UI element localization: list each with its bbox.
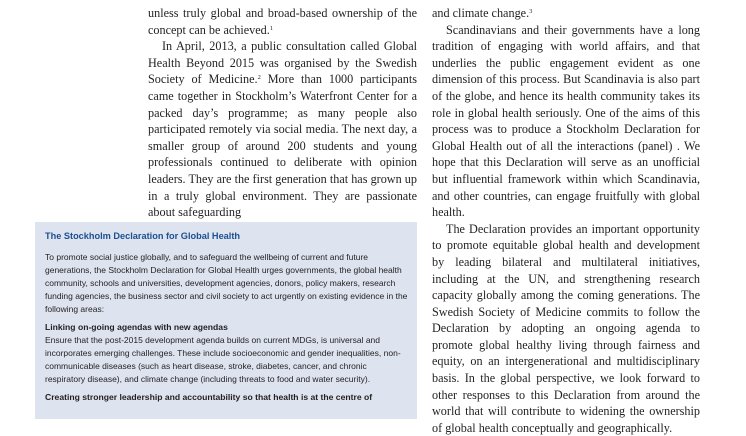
left-paragraph-1 <box>148 5 417 38</box>
reference-marker: 3 <box>529 8 533 15</box>
right-paragraph-1-text: and climate change. <box>432 6 530 20</box>
declaration-panel <box>35 222 417 419</box>
right-text-column <box>432 5 700 436</box>
left-paragraph-1-text: unless truly global and broad-based ownership of the concept can be achieved. <box>148 6 417 37</box>
panel-heading-2: Creating stronger leadership and accountability so that health is at the centre of <box>45 392 373 402</box>
right-paragraph-2: Scandinavians and their governments have a long tradition of engaging with world affairs, and that underlies the public engagement evident as one dimension of this process. But Scandinavia is also part of the globe, and hence its health community takes its role in global health seriously. One of the aims of this process was to produce a Stockholm Declaration for Global Health out of all the interactions (panel) . We hope that this Declaration will serve as an unofficial but influential framework within which Scandinavia, and other countries, can engage fruitfully with global health. <box>432 22 700 220</box>
panel-body <box>45 251 409 404</box>
reference-marker: 1 <box>269 24 274 32</box>
left-paragraph-2 <box>148 38 417 221</box>
right-paragraph-1 <box>432 5 700 22</box>
panel-title: The Stockholm Declaration for Global Health <box>45 231 241 241</box>
left-paragraph-2-text-a: In April, 2013, a public consultation called Global Health Beyond 2015 was organised by the Swedish Society of Medicine. <box>148 39 417 87</box>
panel-body-1: Ensure that the post-2015 development agenda builds on current MDGs, is universal and incorporates emerging challenges. These include socioeconomic and gender inequalities, non-communicable diseases (such as heart disease, stroke, diabetes, cancer, and chronic respiratory disease), and climate change (including threats to food and water security). <box>45 335 401 384</box>
panel-heading-1: Linking on-going agendas with new agendas <box>45 322 228 332</box>
panel-intro: To promote social justice globally, and to safeguard the wellbeing of current and future generations, the Stockholm Declaration for Global Health urges governments, the global health community, schools and universities, development agencies, donors, policy makers, research funding agencies, the business sector and civil society to act urgently on existing evidence in the following areas: <box>45 252 408 314</box>
reference-marker: 2 <box>257 74 261 82</box>
left-paragraph-2-text-b: More than 1000 participants came together in Stockholm’s Waterfront Center for a packed day’s programme; as many people also participated remotely via social media. The next day, a smaller group of around 200 students and young professionals continued to deliberate with opinion leaders. They are the first generation that has grown up in a truly global environment. They are passionate about safeguarding <box>148 72 417 220</box>
right-paragraph-3: The Declaration provides an important opportunity to promote equitable global health and development by leading bilateral and multilateral initiatives, including at the UN, and strengthening research capacity globally among the coming generations. The Swedish Society of Medicine commits to follow the Declaration by adopting an ongoing agenda to promote global healthy living through fairness and equity, on an intergenerational and multidisciplinary basis. In the global perspective, we look forward to other responses to this Declaration from around the world that will contribute to widening the ownership of global health conceptually and geographically. <box>432 221 700 435</box>
left-text-column <box>148 5 417 221</box>
